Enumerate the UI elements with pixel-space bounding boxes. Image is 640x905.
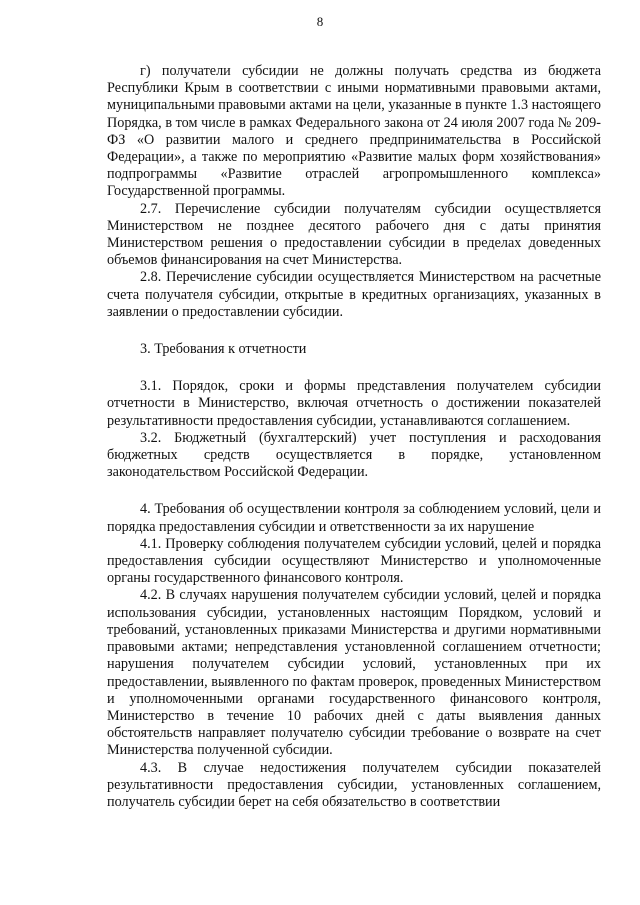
section-4-title: 4. Требования об осуществлении контроля за соблюдением условий, цели и порядка предоставления субсидии и ответственности за их нарушение (107, 501, 601, 535)
section-3-title: 3. Требования к отчетности (140, 341, 307, 358)
paragraph-2-8: 2.8. Перечисление субсидии осуществляется Министерством на расчетные счета получателя субсидии, открытые в кредитных организациях, указанных в заявлении о предоставлении субсидии. (107, 269, 601, 320)
spacer (107, 481, 601, 501)
paragraph-2-7: 2.7. Перечисление субсидии получателям субсидии осуществляется Министерством не позднее десятого рабочего дня с даты принятия Министерством решения о предоставлении субсидии в пределах доведенных объемов финансирования на счет Министерства. (107, 200, 601, 269)
paragraph-3-1: 3.1. Порядок, сроки и формы представления получателем субсидии отчетности в Министерство, включая отчетность о достижении показателей результативности предоставления субсидии, устанавливаются соглашением. (107, 378, 601, 429)
document-body (107, 63, 601, 811)
paragraph-3-2: 3.2. Бюджетный (бухгалтерский) учет поступления и расходования бюджетных средств осуществляется в порядке, установленном законодательством Российской Федерации. (107, 429, 601, 481)
paragraph-4-1: 4.1. Проверку соблюдения получателем субсидии условий, целей и порядка предоставления субсидии осуществляют Министерство и уполномоченные органы государственного финансового контроля. (107, 535, 601, 587)
paragraph-g: г) получатели субсидии не должны получать средства из бюджета Республики Крым в соответствии с иными нормативными правовыми актами, муниципальными правовыми актами на цели, указанные в пункте 1.3 настоящего Порядка, в том числе в рамках Федерального закона от 24 июля 2007 года № 209-ФЗ «О развитии малого и среднего предпринимательства в Российской Федерации», а также по мероприятию «Развитие малых форм хозяйствования» подпрограммы «Развитие отраслей агропромышленного комплекса» Государственной программы. (107, 63, 601, 200)
spacer (107, 321, 601, 341)
paragraph-4-2: 4.2. В случаях нарушения получателем субсидии условий, целей и порядка использования субсидии, установленных настоящим Порядком, условий и требований, установленных приказами Министерства и другими нормативными правовыми актами; непредставления установленной соглашением отчетности; нарушения получателем субсидии условий, установленных при их предоставлении, выявленного по фактам проверок, проведенных Министерством и уполномоченными органами государственного финансового контроля, Министерство в течение 10 рабочих дней с даты выявления данных обстоятельств направляет получателю субсидии требование о возврате на счет Министерства полученной субсидии. (107, 587, 601, 759)
spacer (107, 358, 601, 378)
paragraph-4-3: 4.3. В случае недостижения получателем субсидии показателей результативности предоставления субсидии, установленных соглашением, получатель субсидии берет на себя обязательство в соответствии (107, 759, 601, 810)
page-number: 8 (316, 14, 324, 29)
